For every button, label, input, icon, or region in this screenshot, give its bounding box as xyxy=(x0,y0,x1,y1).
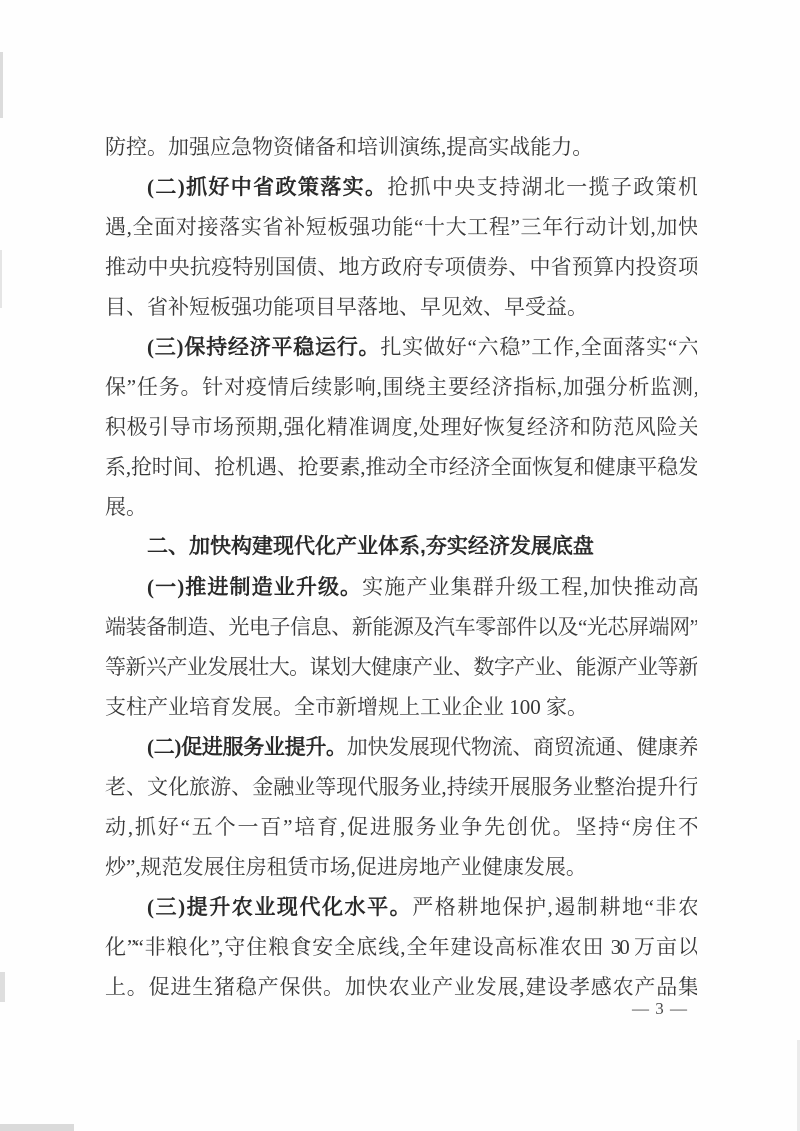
text-line xyxy=(105,767,697,807)
paragraph xyxy=(105,327,697,527)
paragraph xyxy=(105,127,697,167)
body-text: 遇,全面对接落实省补短板强功能“十大工程”三年行动计划,加快 xyxy=(105,215,697,239)
paragraph xyxy=(105,727,697,887)
scan-artifact xyxy=(0,52,3,118)
text-line xyxy=(105,127,697,167)
bold-lead-text: (三)提升农业现代化水平。 xyxy=(147,895,413,919)
body-text: 支柱产业培育发展。全市新增规上工业企业 100 家。 xyxy=(105,695,588,719)
text-line xyxy=(105,727,697,767)
bold-lead-text: (二)促进服务业提升。 xyxy=(147,735,347,759)
body-text: 推动中央抗疫特别国债、地方政府专项债券、中省预算内投资项 xyxy=(105,255,697,279)
text-line xyxy=(105,367,697,407)
text-line xyxy=(105,167,697,207)
scan-artifact xyxy=(0,1124,74,1131)
text-line xyxy=(105,327,697,367)
scan-artifact xyxy=(0,972,5,1002)
body-text: 目、省补短板强功能项目早落地、早见效、早受益。 xyxy=(105,295,588,319)
scan-artifact xyxy=(0,250,2,308)
bold-lead-text: (三)保持经济平稳运行。 xyxy=(147,335,381,359)
body-text: 老、文化旅游、金融业等现代服务业,持续开展服务业整治提升行 xyxy=(105,775,697,799)
body-text: 端装备制造、光电子信息、新能源及汽车零部件以及“光芯屏端网” xyxy=(105,615,697,639)
body-text: 加快发展现代物流、商贸流通、健康养 xyxy=(346,735,697,759)
text-line xyxy=(105,287,697,327)
body-text: 炒”,规范发展住房租赁市场,促进房地产业健康发展。 xyxy=(105,855,587,879)
text-line xyxy=(105,567,697,607)
page-number: — 3 — xyxy=(632,999,688,1018)
body-text: 实施产业集群升级工程,加快推动高 xyxy=(362,575,697,599)
bold-lead-text: (一)推进制造业升级。 xyxy=(147,575,363,599)
text-line xyxy=(105,847,697,887)
paragraph xyxy=(105,167,697,327)
text-line xyxy=(105,607,697,647)
body-text: 扎实做好“六稳”工作,全面落实“六 xyxy=(380,335,697,359)
bold-lead-text: (二)抓好中省政策落实。 xyxy=(147,175,388,199)
text-line xyxy=(105,687,697,727)
text-line xyxy=(105,447,697,487)
body-text: 抢抓中央支持湖北一揽子政策机 xyxy=(387,175,697,199)
body-text: 系,抢时间、抢机遇、抢要素,推动全市经济全面恢复和健康平稳发 xyxy=(105,455,697,479)
document-body xyxy=(105,127,697,1007)
text-line xyxy=(105,207,697,247)
body-text: 化”“非粮化”,守住粮食安全底线,全年建设高标准农田 30 万亩以 xyxy=(105,935,697,959)
body-text: 上。促进生猪稳产保供。加快农业产业发展,建设孝感农产品集 xyxy=(105,975,697,999)
text-line xyxy=(105,647,697,687)
body-text: 积极引导市场预期,强化精准调度,处理好恢复经济和防范风险关 xyxy=(105,415,697,439)
body-text: 动,抓好“五个一百”培育,促进服务业争先创优。坚持“房住不 xyxy=(105,815,697,839)
text-line xyxy=(105,407,697,447)
body-text: 严格耕地保护,遏制耕地“非农 xyxy=(412,895,697,919)
text-line xyxy=(105,527,697,567)
paragraph xyxy=(105,887,697,1007)
text-line xyxy=(105,927,697,967)
body-text: 保”任务。针对疫情后续影响,围绕主要经济指标,加强分析监测, xyxy=(105,375,697,399)
text-line xyxy=(105,967,697,1007)
body-text: 防控。加强应急物资储备和培训演练,提高实战能力。 xyxy=(105,135,594,159)
section-heading xyxy=(105,527,697,567)
bold-lead-text: 二、加快构建现代化产业体系,夯实经济发展底盘 xyxy=(147,535,594,558)
body-text: 等新兴产业发展壮大。谋划大健康产业、数字产业、能源产业等新 xyxy=(105,655,697,679)
text-line xyxy=(105,887,697,927)
text-line xyxy=(105,247,697,287)
paragraph xyxy=(105,567,697,727)
text-line xyxy=(105,807,697,847)
text-line xyxy=(105,487,697,527)
body-text: 展。 xyxy=(105,495,147,519)
